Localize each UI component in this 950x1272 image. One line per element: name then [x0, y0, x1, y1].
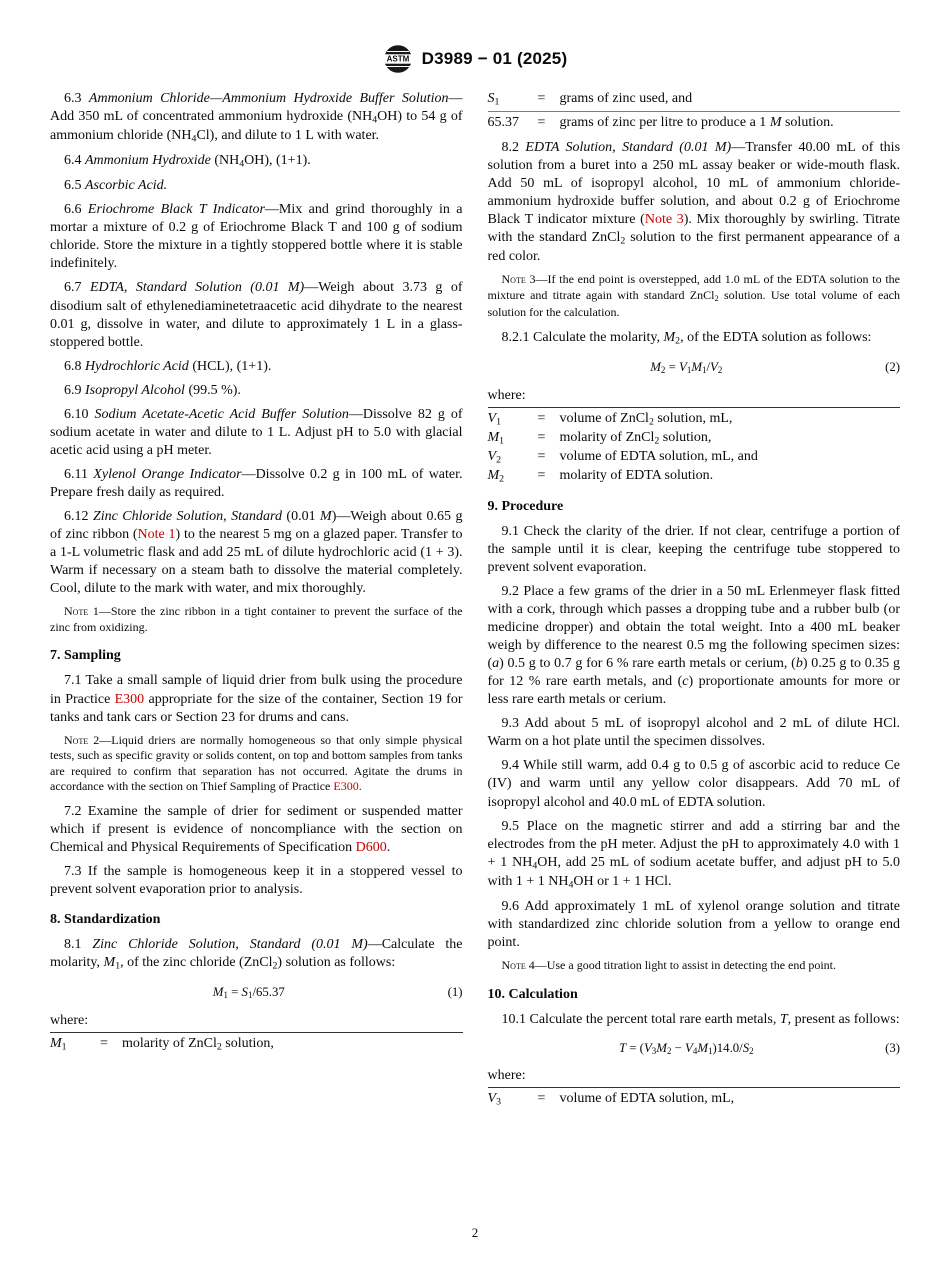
equals-sign: =	[537, 448, 546, 464]
text-run: 6.12	[64, 508, 93, 524]
equation-number: (2)	[885, 359, 900, 374]
text-run: Note 4—	[501, 957, 547, 972]
text-run: (HCL), (1+1).	[188, 358, 272, 374]
text-run: 2	[499, 473, 505, 485]
text-run: —Dissolve 82 g of sodium acetate in water and dilute to 1 L. Adjust pH to 5.0 with glacial acetic acid using a pH meter.	[50, 406, 463, 458]
text-run: 1	[499, 435, 505, 447]
definition-row	[488, 467, 901, 486]
text-run: EDTA Solution, Standard (0.01 M)	[525, 140, 732, 156]
definition-row	[488, 410, 901, 429]
text-run: Eriochrome Black T Indicator	[87, 202, 265, 218]
text-run: Store the zinc ribbon in a tight container to prevent the surface of the zinc from oxidizing.	[50, 604, 463, 634]
text-run: 6.10	[64, 406, 95, 422]
text-run: 2	[654, 435, 660, 447]
definition-term	[488, 1090, 538, 1109]
text-run: S	[742, 1040, 750, 1055]
text-run: 1	[708, 1045, 713, 1056]
text-run: V	[487, 448, 497, 464]
text-run: 3	[651, 1045, 657, 1056]
text-run: solution.	[781, 115, 834, 131]
text-run: 4	[372, 114, 378, 126]
paragraph	[50, 803, 463, 857]
text-run: 6.6	[64, 202, 88, 218]
equals-sign: =	[100, 1036, 108, 1052]
text-run: OH or 1 + 1 HCl.	[573, 873, 672, 889]
text-run: OH) to 54 g of ammonium chloride (NH	[50, 109, 463, 144]
text-run: −	[671, 1040, 686, 1055]
text-run: 4	[568, 879, 574, 891]
text-run: 1	[115, 960, 121, 972]
definition-row	[50, 1035, 463, 1054]
text-run: (0.01	[281, 508, 321, 524]
text-run: 4	[239, 158, 245, 170]
text-run: —Calculate the molarity,	[50, 937, 463, 971]
paragraph	[488, 757, 901, 811]
text-run: M	[320, 508, 332, 524]
text-run: Hydrochloric Acid	[85, 358, 189, 374]
text-run: 2	[714, 294, 719, 304]
definition-row	[488, 429, 901, 448]
text-run: Cl), and dilute to 1 L with water.	[196, 128, 380, 144]
text-run: grams of zinc used, and	[559, 91, 693, 106]
text-run: , of the EDTA solution as follows:	[680, 329, 872, 345]
text-run: Note 3—	[501, 272, 548, 287]
text-run: —Transfer 40.00 mL of this solution from a buret into a 250 mL assay beaker or wide-mouth flask. Add 50 mL of isopropyl alcohol, 10 mL of ammonium chloride-ammonium hydroxide buffer solution, and about 0.2 g of Eriochrome Black T indicator mixture (	[487, 140, 901, 228]
definitions-table	[488, 1087, 901, 1109]
text-run: 4	[532, 860, 538, 872]
text-run: 10.1 Calculate the percent total rare earth metals,	[501, 1011, 780, 1027]
definition-row	[488, 1090, 901, 1109]
text-run: OH, add 25 mL of sodium acetate buffer, and adjust pH to 5.0 with 1 + 1 NH	[487, 854, 900, 889]
text-run: Note 1—	[64, 604, 111, 619]
text-run: Liquid driers are normally homogeneous so that only simple physical tests, such as specific gravity or solids content, on top and bottom samples from tanks are required to confirm that separation has not occurred. Agitate the drums in accordance with the section on Thief Sampling of Practice	[50, 732, 463, 794]
text-run: ) 0.5 g to 0.7 g for 6 % rare earth metals or cerium, (	[499, 656, 796, 672]
text-run: 7.3 If the sample is homogeneous keep it in a stoppered vessel to prevent solvent evaporation prior to analysis.	[50, 864, 463, 898]
text-run: 6.8	[64, 358, 85, 374]
text-run: molarity of ZnCl	[559, 429, 655, 445]
text-run: solution, mL,	[653, 410, 733, 426]
definition-text	[560, 1090, 901, 1108]
equation-row	[50, 984, 463, 1002]
text-run: Isopropyl Alcohol	[85, 382, 185, 398]
definition-text	[560, 448, 901, 466]
text-run: Zinc Chloride Solution, Standard (0.01 M)	[92, 937, 368, 953]
equation-row	[488, 359, 901, 377]
paragraph	[488, 329, 901, 348]
link-note-1[interactable]: Note 1	[137, 527, 176, 543]
equation-row	[488, 1040, 901, 1058]
page-number: 2	[471, 1225, 479, 1241]
definition-term	[488, 429, 538, 448]
text-run: V	[487, 1091, 497, 1107]
paragraph	[488, 1011, 901, 1029]
text-run: 2	[272, 960, 278, 972]
text-run: V	[710, 359, 718, 374]
text-run: 1	[701, 364, 707, 375]
text-run: 2	[717, 364, 723, 375]
text-run: Sodium Acetate-Acetic Acid Buffer Solution	[94, 406, 349, 422]
definition-term	[50, 1035, 100, 1054]
section-heading: 8. Standardization	[50, 912, 161, 928]
section-heading: 7. Sampling	[50, 648, 121, 664]
text-run: —Mix and grind thoroughly in a mortar a mixture of 0.2 g of Eriochrome Black T and 100 g of sodium chloride. Store the mixture in a tightly stoppered bottle where it is stable indefinitely.	[50, 202, 463, 272]
text-run: 6.7	[64, 280, 90, 296]
paragraph	[50, 863, 463, 899]
document-header	[50, 44, 900, 74]
text-run: 6.9	[64, 382, 85, 398]
text-run: ) solution as follows:	[277, 955, 396, 971]
paragraph	[50, 508, 463, 598]
text-run: b	[795, 656, 803, 672]
text-run: M	[103, 955, 116, 971]
text-run: 1	[496, 415, 501, 427]
text-run: M	[650, 359, 661, 374]
definition-row	[488, 90, 901, 112]
definition-text	[560, 429, 901, 448]
text-run: , present as follows:	[787, 1011, 900, 1027]
document-body	[50, 90, 900, 1116]
definition-term	[488, 114, 538, 132]
equals-sign: =	[537, 91, 546, 106]
definition-term	[488, 467, 538, 486]
text-run: S	[487, 91, 495, 106]
link-e300[interactable]: E300	[114, 691, 145, 707]
equals-sign: =	[537, 115, 546, 131]
link-d600[interactable]: D600	[355, 840, 387, 856]
text-run: Zinc Chloride Solution, Standard	[92, 508, 282, 524]
note	[488, 272, 901, 320]
text-run: molarity of EDTA solution.	[559, 467, 714, 483]
text-run: 2	[496, 454, 501, 466]
text-run: appropriate for the size of the container, Section 19 for tanks and tank cars or Section 23 for drums and cans.	[50, 691, 463, 725]
text-run: a	[492, 656, 500, 672]
equals-sign: =	[537, 410, 546, 426]
text-run: solution to the first permanent appearance of a red color.	[487, 230, 900, 265]
text-run: —Dissolve 0.2 g in 100 mL of water. Prepare fresh daily as required.	[50, 466, 463, 500]
equation-number: (1)	[447, 985, 463, 1000]
text-run: Ascorbic Acid.	[85, 178, 168, 194]
text-run: 2	[749, 1045, 754, 1056]
where-label: where:	[487, 387, 526, 403]
text-run: 2	[660, 364, 666, 375]
paragraph	[50, 466, 463, 502]
text-run: 65.37	[487, 115, 519, 131]
text-run: 7.1 Take a small sample of liquid drier from bulk using the procedure in Practice	[50, 673, 463, 707]
text-run: 2	[648, 415, 654, 427]
equation	[488, 359, 886, 377]
text-run: Ammonium Chloride—Ammonium Hydroxide Buffer Solution	[88, 91, 449, 106]
text-run: 1	[61, 1041, 67, 1053]
equals-sign: =	[537, 467, 546, 483]
definitions-table	[50, 1032, 463, 1054]
left-column	[50, 90, 463, 1116]
text-run: EDTA, Standard Solution (0.01 M)	[89, 280, 305, 296]
equation	[50, 984, 448, 1002]
paragraph	[50, 201, 463, 273]
definition-term	[488, 410, 538, 429]
text-run: OH), (1+1).	[244, 153, 311, 169]
text-run: (99.5 %).	[184, 382, 241, 398]
text-run: molarity of ZnCl	[122, 1036, 217, 1052]
text-run: 2	[620, 235, 626, 247]
section-heading: 10. Calculation	[487, 986, 578, 1002]
paragraph	[488, 898, 901, 952]
text-run: Xylenol Orange Indicator	[93, 466, 242, 482]
text-run: ) to the nearest 5 mg on a glazed paper. Transfer to a 1-L volumetric flask and add 25 mL of dilute hydrochloric acid (1 + 3). Warm if necessary on a steam bath to dissolve the material completely. Cool, dilute to the mark with water, and mix thoroughly.	[50, 527, 463, 597]
text-run: 3	[496, 1096, 501, 1108]
where-label: where:	[50, 1013, 89, 1029]
text-run: 1	[494, 96, 500, 108]
text-run: 8.1	[64, 937, 93, 953]
text-run: 8.2.1 Calculate the molarity,	[501, 329, 664, 345]
definitions-table	[488, 90, 901, 132]
text-run: 8.2	[501, 140, 526, 156]
paragraph	[488, 523, 901, 577]
text-run: .	[386, 840, 391, 856]
paragraph	[50, 279, 463, 351]
text-run: grams of zinc per litre to produce a 1	[559, 115, 770, 131]
text-run: volume of EDTA solution, mL,	[559, 1091, 735, 1107]
text-run: 2	[666, 1045, 672, 1056]
note	[50, 733, 463, 795]
text-run: Note 2—	[64, 732, 112, 747]
text-run: 6.4	[64, 153, 85, 169]
text-run: Ammonium Hydroxide	[85, 153, 211, 169]
text-run: 9.5 Place on the magnetic stirrer and add a stirring bar and the electrodes from the pH meter. Adjust the pH to approximately 4.0 with 1 + 1 NH	[487, 818, 900, 870]
section-heading: 9. Procedure	[487, 498, 564, 514]
text-run: 9.4 While still warm, add 0.4 g to 0.5 g of ascorbic acid to reduce Ce (IV) and warm until any yellow color disappears. Add 70 mL of isopropyl alcohol and 40.0 mL of EDTA solution.	[487, 758, 900, 810]
paragraph	[50, 358, 463, 376]
astm-logo-icon	[383, 44, 413, 74]
equals-sign: =	[537, 429, 546, 445]
paragraph	[50, 936, 463, 973]
text-run: volume of EDTA solution, mL, and	[559, 448, 758, 464]
paragraph	[488, 583, 901, 709]
paragraph	[488, 818, 901, 892]
text-run: (NH	[210, 153, 240, 169]
text-run: M	[769, 115, 782, 131]
text-run: 9.3 Add about 5 mL of isopropyl alcohol and 2 mL of dilute HCl. Warm on a hot plate until the specimen dissolves.	[487, 716, 900, 750]
text-run: S	[241, 985, 248, 1000]
definition-text	[122, 1035, 463, 1054]
text-run: 1	[223, 990, 228, 1001]
paragraph	[50, 90, 463, 146]
text-run: solution,	[659, 429, 712, 445]
definition-row	[488, 114, 901, 132]
text-run: 1	[686, 364, 692, 375]
definition-term	[488, 448, 538, 467]
text-run: T	[618, 1040, 627, 1055]
text-run: c	[682, 674, 689, 690]
definition-text	[560, 467, 901, 485]
paragraph	[488, 715, 901, 751]
equation	[488, 1040, 886, 1058]
definition-text	[560, 90, 901, 108]
text-run: M	[50, 1036, 62, 1052]
text-run: M	[656, 1040, 667, 1055]
paragraph	[488, 139, 901, 266]
text-run: 9.1 Check the clarity of the drier. If not clear, centrifuge a portion of the sample until it is clear, keeping the centrifuge tube stoppered to prevent solvent evaporation.	[487, 523, 900, 575]
text-run: M	[487, 467, 500, 483]
equation-number: (3)	[885, 1040, 900, 1055]
text-run: solution,	[221, 1036, 274, 1052]
text-run: 7.2 Examine the sample of drier for sediment or suspended matter which if present is evidence of noncompliance with the section on Chemical and Physical Requirements of Specification	[50, 803, 463, 856]
paragraph	[50, 382, 463, 400]
note	[50, 604, 463, 635]
paragraph	[50, 177, 463, 195]
text-run: M	[212, 985, 224, 1000]
text-run: , of the zinc chloride (ZnCl	[120, 955, 273, 971]
text-run: /	[706, 359, 711, 374]
text-run: 6.5	[64, 178, 85, 194]
text-run: ) proportionate amounts for more or less rare earth metals or cerium.	[487, 674, 900, 708]
text-run: 6.3	[64, 91, 89, 106]
definitions-table	[488, 407, 901, 486]
text-run: ) 0.25 g to 0.35 g for 12 % rare earth metals, and (	[487, 656, 900, 690]
astm-logo-text: ASTM	[386, 54, 410, 64]
text-run: )14.0/	[712, 1040, 743, 1055]
paragraph	[50, 406, 463, 460]
text-run: 2	[216, 1041, 222, 1053]
text-run: /65.37	[252, 985, 285, 1000]
text-run: If the end point is overstepped, add 1.0 mL of the EDTA solution to the mixture and titrate again with standard ZnCl	[487, 272, 900, 303]
text-run: solution. Use total volume of each solution for the calculation.	[487, 288, 900, 320]
text-run: M	[487, 429, 500, 445]
where-label: where:	[487, 1068, 526, 1084]
text-run: .	[358, 779, 362, 794]
text-run: 4	[692, 1045, 698, 1056]
text-run: Use a good titration light to assist in detecting the end point.	[546, 957, 837, 972]
text-run: 2	[675, 335, 681, 347]
text-run: 9.6 Add approximately 1 mL of xylenol orange solution and titrate with standardized zinc chloride solution from a yellow to orange end point.	[487, 898, 900, 950]
text-run: M	[663, 329, 676, 345]
text-run: )—Weigh about 0.65 g of zinc ribbon (	[50, 508, 463, 543]
text-run: =	[227, 985, 242, 1000]
definition-text	[560, 410, 901, 429]
equals-sign: =	[537, 1091, 546, 1107]
text-run: 4	[191, 133, 197, 145]
page-footer	[0, 1225, 950, 1242]
text-run: 1	[247, 990, 253, 1001]
definition-term	[488, 90, 538, 109]
text-run: —Weigh about 3.73 g of disodium salt of ethylenediaminetetraacetic acid dihydrate to the nearest 0.01 g, dissolve in water, and dilute to approximately 1 L in a glass-stoppered bottle.	[50, 280, 463, 350]
definition-row	[488, 448, 901, 467]
text-run: 6.11	[64, 466, 94, 482]
text-run: volume of ZnCl	[559, 410, 649, 426]
text-run: V	[679, 359, 687, 374]
paragraph	[50, 152, 463, 171]
text-run: = (	[626, 1040, 644, 1055]
text-run: V	[487, 410, 497, 426]
text-run: V	[643, 1040, 652, 1055]
text-run: T	[779, 1011, 788, 1027]
paragraph	[50, 672, 463, 726]
text-run: —Add 350 mL of concentrated ammonium hydroxide (NH	[50, 91, 463, 125]
definition-text	[560, 114, 901, 132]
link-note-3[interactable]: Note 3	[644, 212, 684, 228]
text-run: M	[691, 359, 702, 374]
right-column	[488, 90, 901, 1116]
text-run: =	[665, 359, 679, 374]
text-run: ). Mix thoroughly by swirling. Titrate with the standard ZnCl	[487, 212, 900, 246]
standard-designation: D3989 − 01 (2025)	[421, 49, 568, 69]
text-run: M	[697, 1040, 709, 1055]
text-run: V	[685, 1040, 693, 1055]
text-run: 9.2 Place a few grams of the drier in a 50 mL Erlenmeyer flask fitted with a cork, through which passes a dropping tube and a rubber bulb (or medicine dropper) and obtain the total weight. Into a 400 mL beaker weigh by difference to the nearest 0.5 mg the following specimen sizes: (	[487, 583, 900, 672]
note	[488, 958, 901, 974]
link-e300[interactable]: E300	[333, 779, 359, 794]
